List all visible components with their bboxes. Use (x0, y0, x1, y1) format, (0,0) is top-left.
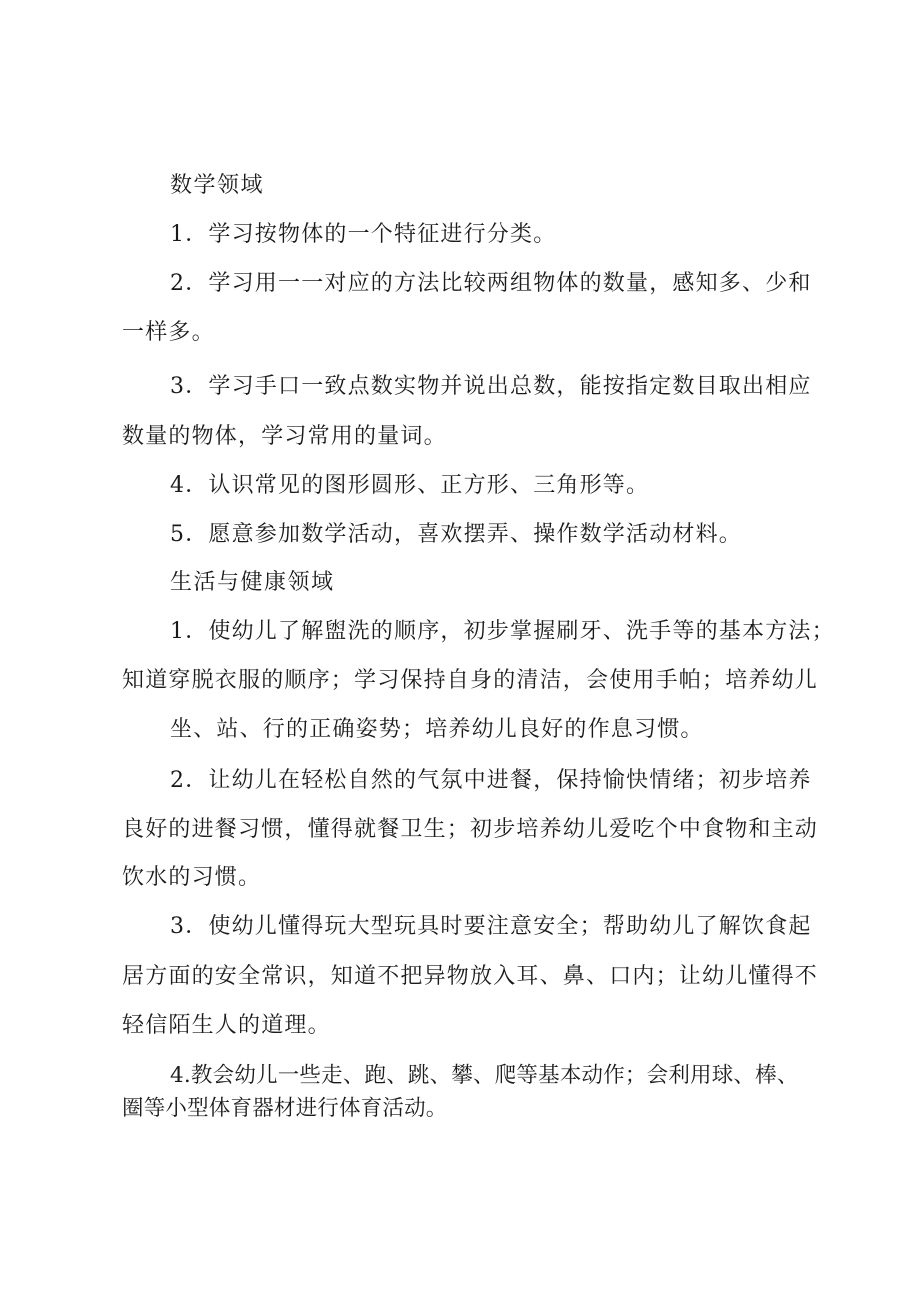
health-item-3-line-1: 3．使幼儿懂得玩大型玩具时要注意安全；帮助幼儿了解饮食起 (170, 914, 812, 939)
health-item-4-line-1: 4.教会幼儿一些走、跑、跳、攀、爬等基本动作；会利用球、棒、 (170, 1063, 799, 1088)
math-item-2-line-2: 一样多。 (122, 320, 215, 345)
health-item-3-line-3: 轻信陌生人的道理。 (122, 1013, 331, 1038)
health-item-1-line-1: 1．使幼儿了解盥洗的顺序，初步掌握刷牙、洗手等的基本方法； (170, 619, 835, 644)
math-item-5-line-1: 5．愿意参加数学活动，喜欢摆弄、操作数学活动材料。 (170, 522, 742, 547)
health-item-1-line-3: 坐、站、行的正确姿势；培养幼儿良好的作息习惯。 (170, 717, 704, 742)
health-item-4-line-2: 圈等小型体育器材进行体育活动。 (122, 1096, 448, 1121)
health-item-3-line-2: 居方面的安全常识，知道不把异物放入耳、鼻、口内；让幼儿懂得不 (122, 964, 819, 989)
health-item-2-line-2: 良好的进餐习惯，懂得就餐卫生；初步培养幼儿爱吃个中食物和主动 (122, 817, 819, 842)
health-item-2-line-1: 2．让幼儿在轻松自然的气氛中进餐，保持愉快情绪；初步培养 (170, 768, 812, 793)
math-item-2-line-1: 2．学习用一一对应的方法比较两组物体的数量，感知多、少和 (170, 271, 812, 296)
health-section-heading: 生活与健康领域 (170, 570, 335, 595)
health-item-2-line-3: 饮水的习惯。 (122, 865, 262, 890)
math-item-4-line-1: 4．认识常见的图形圆形、正方形、三角形等。 (170, 473, 650, 498)
math-item-3-line-1: 3．学习手口一致点数实物并说出总数，能按指定数目取出相应 (170, 374, 812, 399)
math-item-3-line-2: 数量的物体，学习常用的量词。 (122, 424, 447, 449)
math-section-heading: 数学领域 (170, 173, 265, 198)
math-item-1-line-1: 1．学习按物体的一个特征进行分类。 (170, 222, 557, 247)
health-item-1-line-2: 知道穿脱衣服的顺序；学习保持自身的清洁，会使用手帕；培养幼儿 (122, 668, 819, 693)
